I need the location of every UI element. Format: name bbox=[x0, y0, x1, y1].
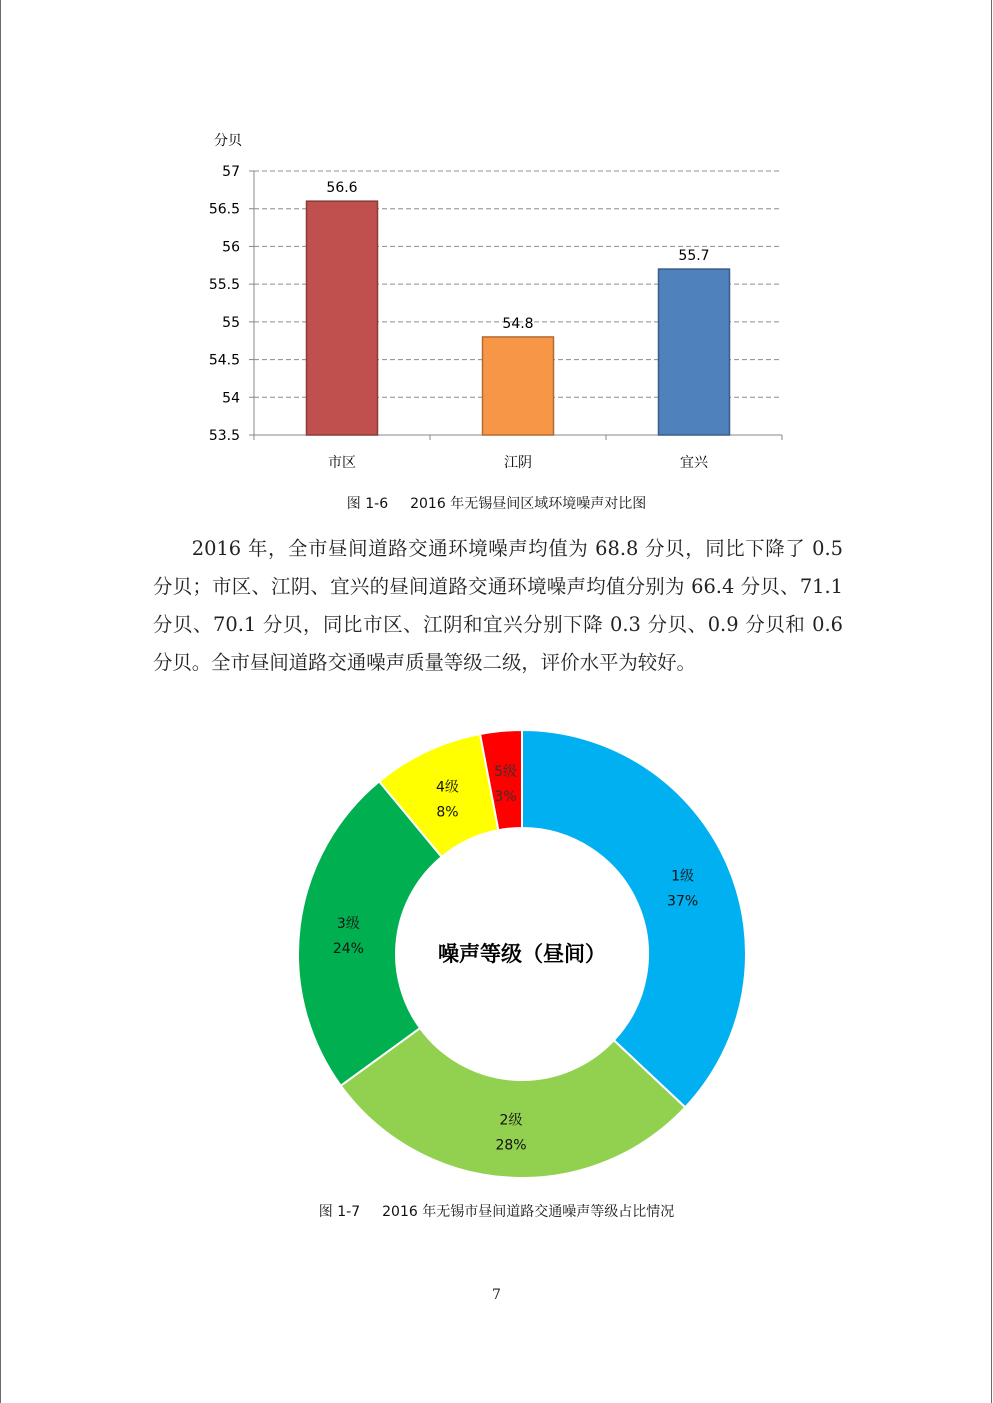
donut-slice-percent-label: 3% bbox=[494, 788, 517, 805]
donut-slice-percent-label: 24% bbox=[332, 941, 364, 958]
bar-value-label: 56.6 bbox=[326, 180, 358, 197]
donut-slice-percent-label: 28% bbox=[495, 1137, 527, 1154]
page-number: 7 bbox=[492, 1287, 501, 1303]
bar-chart-y-tick-label: 54 bbox=[222, 390, 240, 407]
donut-slice-category-label: 1级 bbox=[671, 868, 695, 885]
bar-2 bbox=[483, 337, 554, 435]
figure-1-6-number: 图 1-6 bbox=[346, 496, 389, 512]
page-border-left bbox=[0, 0, 1, 1403]
bar-chart-x-labels bbox=[328, 455, 709, 471]
noise-level-donut-chart bbox=[290, 722, 760, 1187]
bar-category-label: 宜兴 bbox=[680, 455, 708, 471]
figure-1-7-caption bbox=[0, 1201, 993, 1221]
donut-slice-category-label: 4级 bbox=[436, 779, 459, 796]
bar-3 bbox=[659, 269, 730, 435]
bar-category-label: 市区 bbox=[328, 455, 356, 471]
body-paragraph: 2016 年，全市昼间道路交通环境噪声均值为 68.8 分贝，同比下降了 0.5 分贝；市区、江阴、宜兴的昼间道路交通环境噪声均值分别为 66.4 分贝、71.1 分贝、70.1 分贝，同比市区、江阴和宜兴分别下降 0.3 分贝、0.9 分贝和 0.6 分贝。全市昼间道路交通噪声质量等级二级，评价水平为较好。 bbox=[153, 537, 843, 674]
figure-1-6-title: 2016 年无锡昼间区域环境噪声对比图 bbox=[410, 496, 647, 512]
donut-slice-percent-label: 8% bbox=[436, 804, 459, 821]
bar-chart-y-tick-label: 56.5 bbox=[208, 201, 240, 218]
donut-center-title: 噪声等级（昼间） bbox=[438, 942, 606, 966]
bar-chart-y-tick-label: 55.5 bbox=[208, 277, 240, 294]
bar-chart-y-axis-label: 分贝 bbox=[214, 133, 242, 149]
bar-chart-y-tick-label: 54.5 bbox=[208, 352, 240, 369]
bar-value-label: 55.7 bbox=[678, 248, 710, 265]
bar-chart-y-ticks bbox=[209, 164, 254, 444]
bar-chart-bars bbox=[307, 180, 730, 435]
donut-slice-category-label: 3级 bbox=[336, 916, 360, 933]
bar-value-label: 54.8 bbox=[502, 315, 534, 332]
bar-1 bbox=[307, 201, 378, 435]
noise-bar-chart bbox=[190, 120, 810, 480]
page-border-right bbox=[991, 0, 992, 1403]
figure-1-7-title: 2016 年无锡市昼间道路交通噪声等级占比情况 bbox=[382, 1204, 675, 1220]
donut-slice-1 bbox=[522, 730, 746, 1107]
bar-category-label: 江阴 bbox=[504, 455, 532, 471]
bar-chart-y-tick-label: 53.5 bbox=[208, 428, 240, 444]
figure-1-7-number: 图 1-7 bbox=[318, 1204, 361, 1220]
donut-slice-category-label: 2级 bbox=[499, 1112, 523, 1129]
donut-slice-percent-label: 37% bbox=[667, 893, 699, 910]
figure-1-6-caption bbox=[0, 493, 993, 513]
bar-chart-y-tick-label: 57 bbox=[222, 164, 240, 180]
donut-slice-category-label: 5级 bbox=[494, 763, 517, 780]
bar-chart-y-tick-label: 55 bbox=[222, 314, 240, 331]
bar-chart-y-tick-label: 56 bbox=[222, 239, 240, 256]
